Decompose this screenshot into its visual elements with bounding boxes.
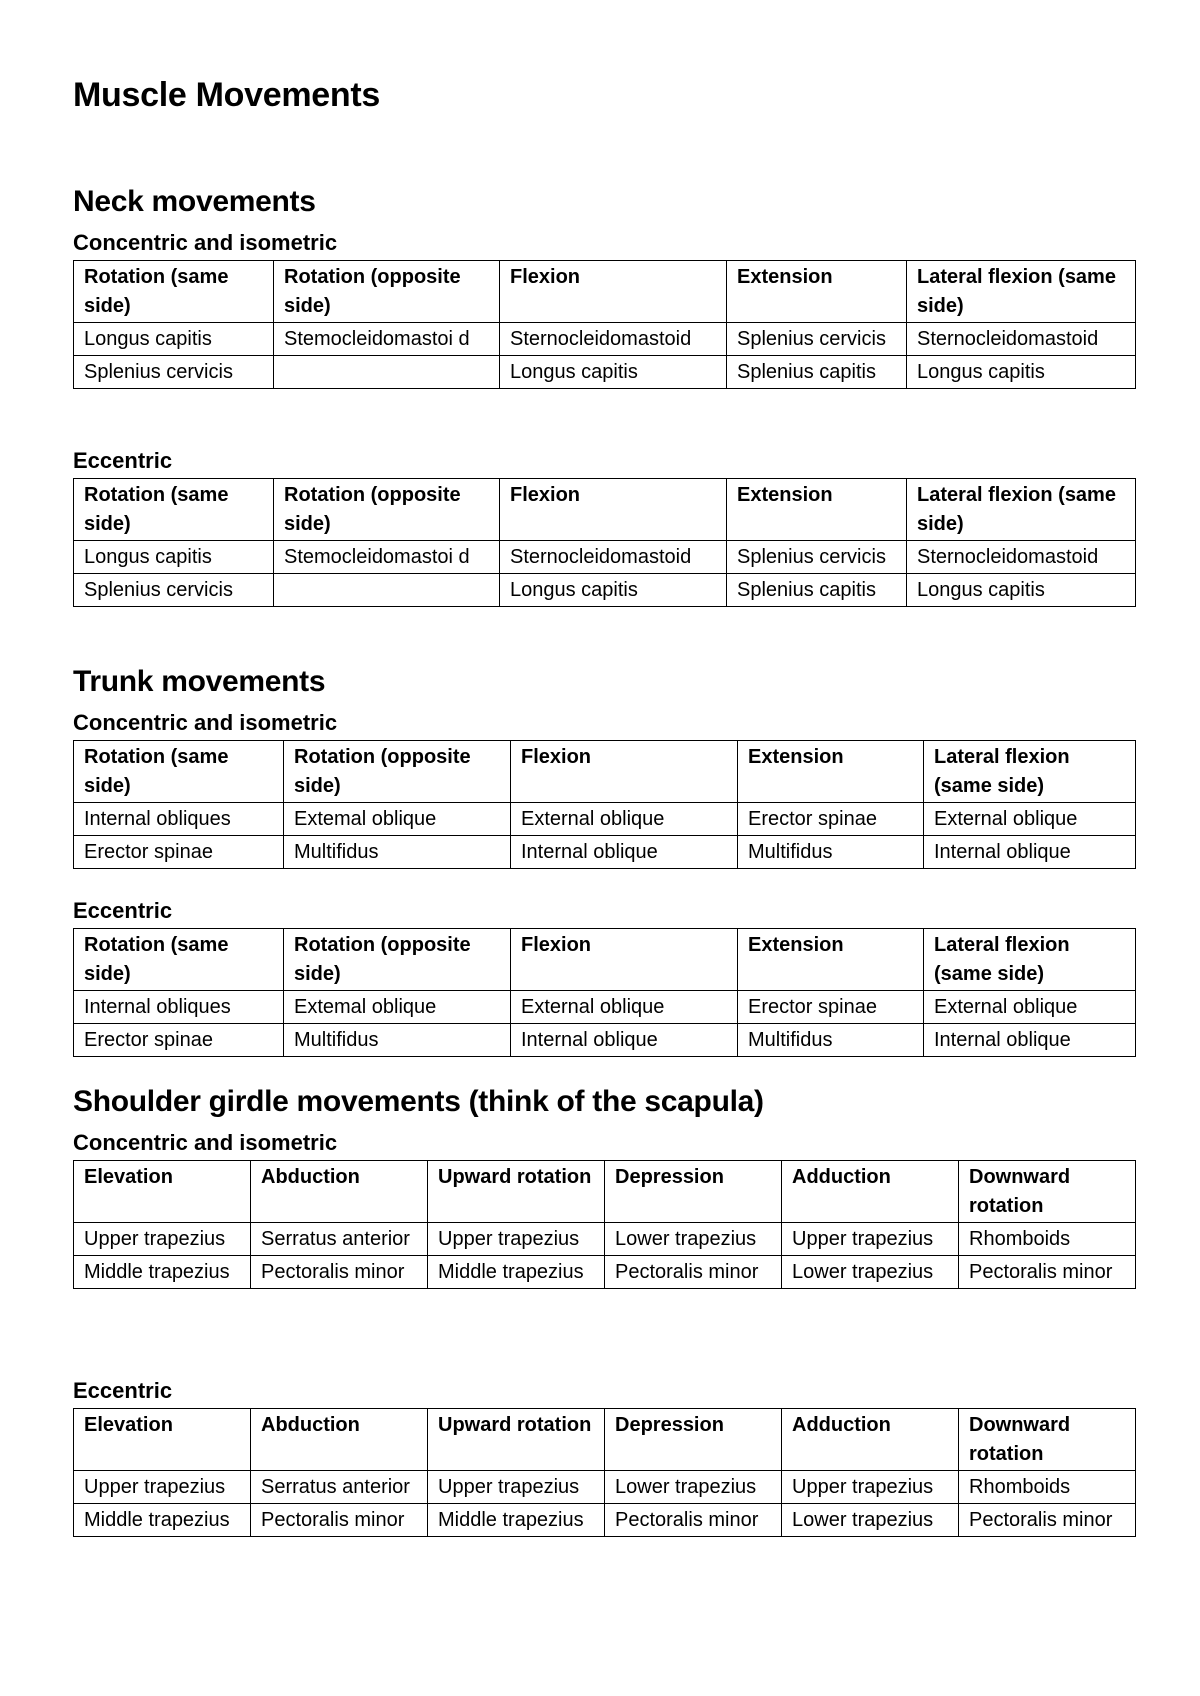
table-cell: Pectoralis minor — [959, 1504, 1136, 1537]
table-trunk-eccentric — [73, 928, 1136, 1057]
header-cell: Flexion — [500, 479, 727, 541]
subheading-neck-eccentric: Eccentric — [73, 448, 173, 473]
table-cell: Erector spinae — [738, 991, 924, 1024]
table-cell: Serratus anterior — [251, 1471, 428, 1504]
table-row — [74, 991, 1136, 1024]
table-cell: Lower trapezius — [605, 1471, 782, 1504]
section-heading-neck: Neck movements — [73, 185, 316, 218]
header-cell: Upward rotation — [428, 1409, 605, 1471]
table-cell: Pectoralis minor — [605, 1256, 782, 1289]
table-row — [74, 836, 1136, 869]
header-cell: Extension — [738, 929, 924, 991]
table-cell: Splenius cervicis — [74, 356, 274, 389]
header-cell: Extension — [727, 479, 907, 541]
table-cell: Multifidus — [284, 836, 511, 869]
table-cell: Longus capitis — [74, 541, 274, 574]
table-row — [74, 1024, 1136, 1057]
table-cell: Multifidus — [284, 1024, 511, 1057]
table-cell: Splenius cervicis — [727, 541, 907, 574]
header-cell: Elevation — [74, 1161, 251, 1223]
table-cell: Middle trapezius — [428, 1256, 605, 1289]
header-cell: Lateral flexion (same side) — [924, 741, 1136, 803]
table-header-row — [74, 1409, 1136, 1471]
table-cell: Stemocleidomastoi d — [274, 323, 500, 356]
table-cell: Upper trapezius — [428, 1223, 605, 1256]
table-cell: Rhomboids — [959, 1223, 1136, 1256]
table-cell — [274, 356, 500, 389]
table-cell: Upper trapezius — [782, 1223, 959, 1256]
table-cell: External oblique — [511, 803, 738, 836]
table-cell: Internal oblique — [511, 1024, 738, 1057]
table-cell: Splenius capitis — [727, 574, 907, 607]
header-cell: Downward rotation — [959, 1161, 1136, 1223]
header-cell: Lateral flexion (same side) — [907, 261, 1136, 323]
table-cell: Rhomboids — [959, 1471, 1136, 1504]
header-cell: Lateral flexion (same side) — [924, 929, 1136, 991]
header-cell: Extension — [727, 261, 907, 323]
table-cell: Internal oblique — [924, 1024, 1136, 1057]
subheading-trunk-concentric: Concentric and isometric — [73, 710, 338, 735]
table-trunk-concentric — [73, 740, 1136, 869]
table-cell: Upper trapezius — [74, 1223, 251, 1256]
header-cell: Adduction — [782, 1161, 959, 1223]
table-cell: External oblique — [511, 991, 738, 1024]
table-cell: Pectoralis minor — [605, 1504, 782, 1537]
table-cell: Longus capitis — [500, 356, 727, 389]
table-cell: Sternocleidomastoid — [907, 323, 1136, 356]
table-row — [74, 1504, 1136, 1537]
header-cell: Flexion — [511, 741, 738, 803]
table-cell: Internal oblique — [924, 836, 1136, 869]
header-cell: Downward rotation — [959, 1409, 1136, 1471]
table-header-row — [74, 1161, 1136, 1223]
table-row — [74, 323, 1136, 356]
table-cell: Middle trapezius — [74, 1504, 251, 1537]
table-cell: Upper trapezius — [428, 1471, 605, 1504]
table-shoulder-concentric — [73, 1160, 1136, 1289]
subheading-trunk-eccentric: Eccentric — [73, 898, 173, 923]
table-row — [74, 356, 1136, 389]
table-cell: Sternocleidomastoid — [500, 541, 727, 574]
table-row — [74, 574, 1136, 607]
header-cell: Rotation (opposite side) — [284, 929, 511, 991]
table-header-row — [74, 261, 1136, 323]
table-row — [74, 1471, 1136, 1504]
subheading-shoulder-concentric: Concentric and isometric — [73, 1130, 338, 1155]
table-cell: Pectoralis minor — [959, 1256, 1136, 1289]
table-shoulder-eccentric — [73, 1408, 1136, 1537]
table-cell: External oblique — [924, 991, 1136, 1024]
table-cell: Stemocleidomastoi d — [274, 541, 500, 574]
header-cell: Elevation — [74, 1409, 251, 1471]
header-cell: Abduction — [251, 1161, 428, 1223]
table-cell: Upper trapezius — [782, 1471, 959, 1504]
table-cell: Splenius cervicis — [74, 574, 274, 607]
table-row — [74, 1256, 1136, 1289]
header-cell: Flexion — [500, 261, 727, 323]
table-cell: Lower trapezius — [782, 1256, 959, 1289]
table-row — [74, 803, 1136, 836]
header-cell: Rotation (same side) — [74, 479, 274, 541]
table-cell: Extemal oblique — [284, 991, 511, 1024]
table-cell: Longus capitis — [907, 356, 1136, 389]
table-cell: Lower trapezius — [782, 1504, 959, 1537]
header-cell: Upward rotation — [428, 1161, 605, 1223]
table-cell: Internal obliques — [74, 803, 284, 836]
header-cell: Rotation (same side) — [74, 929, 284, 991]
table-cell: Lower trapezius — [605, 1223, 782, 1256]
table-cell: Extemal oblique — [284, 803, 511, 836]
table-cell: Erector spinae — [74, 836, 284, 869]
table-cell: Pectoralis minor — [251, 1504, 428, 1537]
table-cell: Middle trapezius — [428, 1504, 605, 1537]
table-cell: Sternocleidomastoid — [500, 323, 727, 356]
table-cell: Erector spinae — [738, 803, 924, 836]
table-cell: Splenius cervicis — [727, 323, 907, 356]
table-row — [74, 1223, 1136, 1256]
header-cell: Rotation (opposite side) — [274, 479, 500, 541]
header-cell: Rotation (opposite side) — [284, 741, 511, 803]
table-cell: Sternocleidomastoid — [907, 541, 1136, 574]
header-cell: Lateral flexion (same side) — [907, 479, 1136, 541]
table-cell: Internal obliques — [74, 991, 284, 1024]
header-cell: Flexion — [511, 929, 738, 991]
table-cell: Splenius capitis — [727, 356, 907, 389]
page-title: Muscle Movements — [73, 76, 380, 114]
header-cell: Rotation (same side) — [74, 261, 274, 323]
table-cell: Serratus anterior — [251, 1223, 428, 1256]
table-header-row — [74, 741, 1136, 803]
header-cell: Abduction — [251, 1409, 428, 1471]
table-cell: Pectoralis minor — [251, 1256, 428, 1289]
table-cell: Longus capitis — [500, 574, 727, 607]
header-cell: Extension — [738, 741, 924, 803]
table-row — [74, 541, 1136, 574]
table-neck-concentric — [73, 260, 1136, 389]
table-neck-eccentric — [73, 478, 1136, 607]
subheading-neck-concentric: Concentric and isometric — [73, 230, 338, 255]
subheading-shoulder-eccentric: Eccentric — [73, 1378, 173, 1403]
table-header-row — [74, 929, 1136, 991]
table-header-row — [74, 479, 1136, 541]
table-cell: Multifidus — [738, 1024, 924, 1057]
section-heading-shoulder: Shoulder girdle movements (think of the scapula) — [73, 1085, 764, 1118]
table-cell: Middle trapezius — [74, 1256, 251, 1289]
table-cell: Longus capitis — [74, 323, 274, 356]
table-cell — [274, 574, 500, 607]
table-cell: Upper trapezius — [74, 1471, 251, 1504]
header-cell: Depression — [605, 1409, 782, 1471]
table-cell: Multifidus — [738, 836, 924, 869]
header-cell: Depression — [605, 1161, 782, 1223]
table-cell: Longus capitis — [907, 574, 1136, 607]
header-cell: Adduction — [782, 1409, 959, 1471]
table-cell: Internal oblique — [511, 836, 738, 869]
table-cell: External oblique — [924, 803, 1136, 836]
table-cell: Erector spinae — [74, 1024, 284, 1057]
header-cell: Rotation (opposite side) — [274, 261, 500, 323]
section-heading-trunk: Trunk movements — [73, 665, 326, 698]
header-cell: Rotation (same side) — [74, 741, 284, 803]
